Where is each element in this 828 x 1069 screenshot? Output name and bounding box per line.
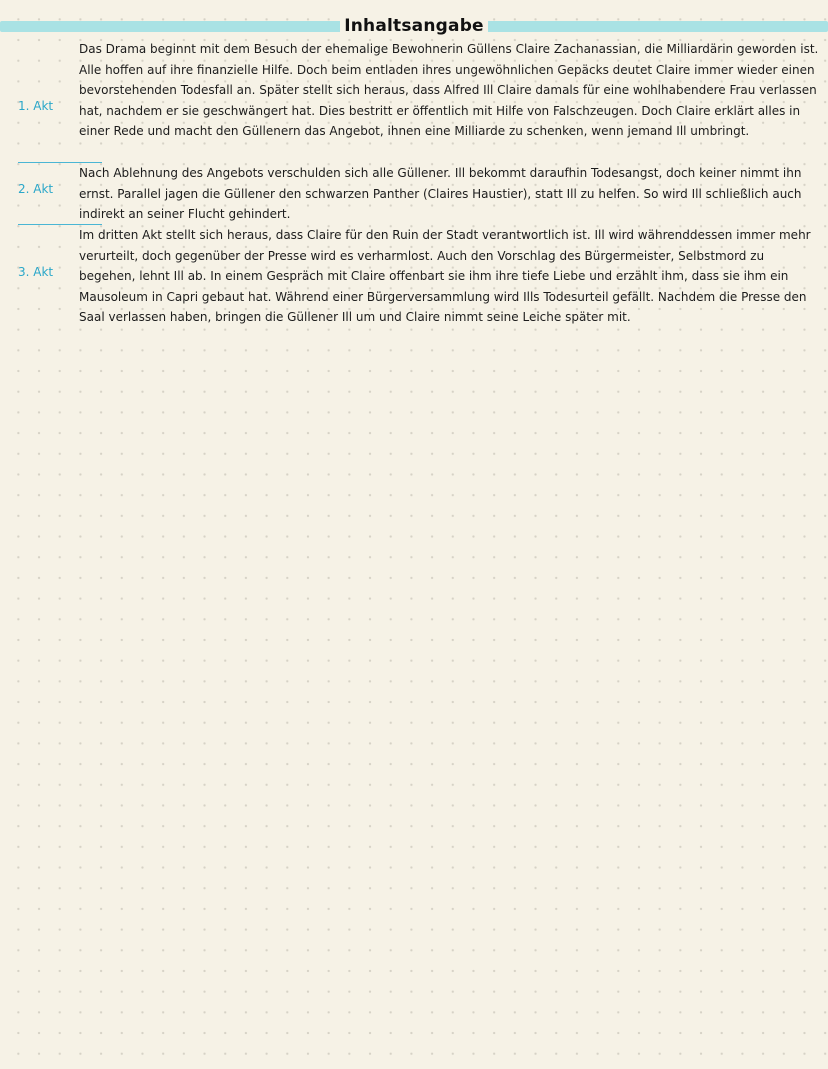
act-label-1: 1. Akt — [18, 99, 54, 113]
act-label-2: 2. Akt — [18, 182, 54, 196]
page-title — [0, 14, 828, 38]
act-label-3: 3. Akt — [18, 265, 54, 279]
act-text-3: Im dritten Akt stellt sich heraus, dass Claire für den Ruin der Stadt verantwortlich ist. Ill wird währenddessen immer mehr verurteilt, doch gegenüber der Presse wird es verharmlost. Auch den Vorschlag des Bürgermeister, Selbstmord zu begehen, lehnt Ill ab. In einem Gespräch mit Claire offenbart sie ihm ihre tiefe Liebe und erzählt ihm, dass sie ihm ein Mausoleum in Capri gebaut hat. Während einer Bürgerversammlung wird Ills Todesurteil gefällt. Nachdem die Presse den Saal verlassen haben, bringen die Güllener Ill um und Claire nimmt seine Leiche später mit. — [79, 228, 811, 325]
page-title-text: Inhaltsangabe — [340, 16, 488, 36]
act-text-2: Nach Ablehnung des Angebots verschulden sich alle Güllener. Ill bekommt daraufhin Todesangst, doch keiner nimmt ihn ernst. Parallel jagen die Güllener den schwarzen Panther (Claires Haustier), statt Ill zu helfen. So wird Ill schließlich auch indirekt an seiner Flucht gehindert. — [79, 166, 802, 222]
act-text-1: Das Drama beginnt mit dem Besuch der ehemalige Bewohnerin Güllens Claire Zachanassian, die Milliardärin geworden ist. Alle hoffen auf ihre finanzielle Hilfe. Doch beim entladen ihres ungewöhnlichen Gepäcks deutet Claire immer wieder einen bevorstehenden Todesfall an. Später stellt sich heraus, dass Alfred Ill Claire damals für eine wohlhabendere Frau verlassen hat, nachdem er sie geschwängert hat. Dies bestritt er öffentlich mit Hilfe von Falschzeugen. Doch Claire erklärt alles in einer Rede und macht den Güllenern das Angebot, ihnen eine Milliarde zu schenken, wenn jemand Ill umbringt. — [79, 42, 819, 139]
